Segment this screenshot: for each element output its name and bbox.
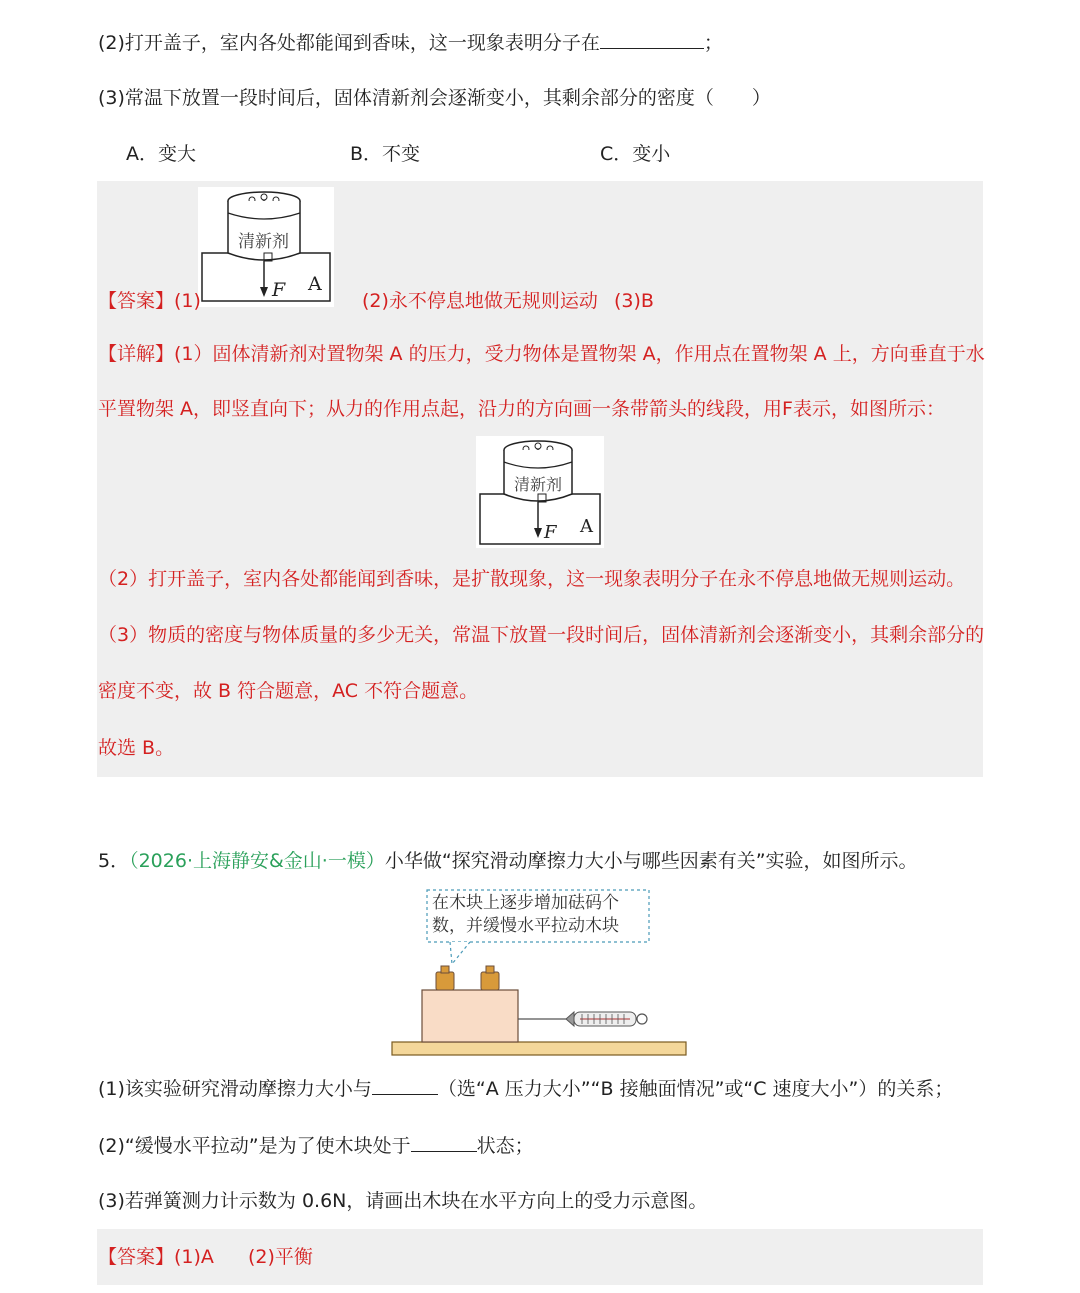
q5-part2: (2)“缓慢水平拉动”是为了使木块处于 状态； bbox=[98, 1131, 534, 1160]
answer-blank[interactable] bbox=[411, 1131, 477, 1152]
q5-answer: 【答案】(1)A bbox=[98, 1246, 214, 1268]
q4-detail-1b: 平置物架 A，即竖直向下；从力的作用点起，沿力的方向画一条带箭头的线段，用F表示，如图所示： bbox=[98, 398, 945, 420]
q4-part2: (2)打开盖子，室内各处都能闻到香味，这一现象表明分子在 ； bbox=[98, 28, 723, 57]
friction-experiment-figure bbox=[390, 888, 690, 1060]
force-label: F bbox=[544, 522, 557, 543]
option-a[interactable]: A．变大 bbox=[126, 143, 196, 165]
q5-answer-2: (2)平衡 bbox=[248, 1246, 313, 1268]
q4-answer: 【答案】(1) bbox=[98, 290, 201, 312]
q4-detail-3b: 密度不变，故 B 符合题意，AC 不符合题意。 bbox=[98, 680, 479, 702]
q5-part1: (1)该实验研究滑动摩擦力大小与 （选“A 压力大小”“B 接触面情况”或“C 速度大小”）的关系； bbox=[98, 1074, 953, 1103]
block-label: A bbox=[580, 516, 593, 537]
freshener-figure-large bbox=[476, 436, 604, 548]
force-label: F bbox=[272, 279, 286, 301]
callout-text: 在木块上逐步增加砝码个 数，并缓慢水平拉动木块 bbox=[432, 893, 619, 936]
q4-detail-2: （2）打开盖子，室内各处都能闻到香味，是扩散现象，这一现象表明分子在永不停息地做无规则运动。 bbox=[98, 568, 966, 590]
q4-detail-1a: 【详解】(1）固体清新剂对置物架 A 的压力，受力物体是置物架 A，作用点在置物架 A 上，方向垂直于水 bbox=[98, 343, 985, 365]
option-c[interactable]: C．变小 bbox=[600, 143, 671, 165]
q5-stem: 5．（2026·上海静安&金山·一模）小华做“探究滑动摩擦力大小与哪些因素有关”实验，如图所示。 bbox=[98, 850, 918, 872]
answer-blank[interactable] bbox=[372, 1074, 438, 1095]
answer-panel bbox=[97, 1229, 983, 1285]
q4-part3: (3)常温下放置一段时间后，固体清新剂会逐渐变小，其剩余部分的密度（ ） bbox=[98, 87, 771, 109]
block-label: A bbox=[308, 273, 322, 295]
can-label: 清新剂 bbox=[514, 475, 563, 494]
q4-answer-2: (2)永不停息地做无规则运动 bbox=[362, 290, 598, 312]
q4-detail-3a: （3）物质的密度与物体质量的多少无关，常温下放置一段时间后，固体清新剂会逐渐变小，其剩余部分的 bbox=[98, 624, 985, 646]
q4-detail-4: 故选 B。 bbox=[98, 737, 175, 759]
can-label: 清新剂 bbox=[238, 232, 289, 252]
freshener-figure bbox=[198, 187, 334, 307]
option-b[interactable]: B．不变 bbox=[350, 143, 421, 165]
q4-answer-3: (3)B bbox=[614, 290, 654, 312]
answer-blank[interactable] bbox=[600, 28, 704, 49]
q5-part3: (3)若弹簧测力计示数为 0.6N，请画出木块在水平方向上的受力示意图。 bbox=[98, 1190, 708, 1212]
